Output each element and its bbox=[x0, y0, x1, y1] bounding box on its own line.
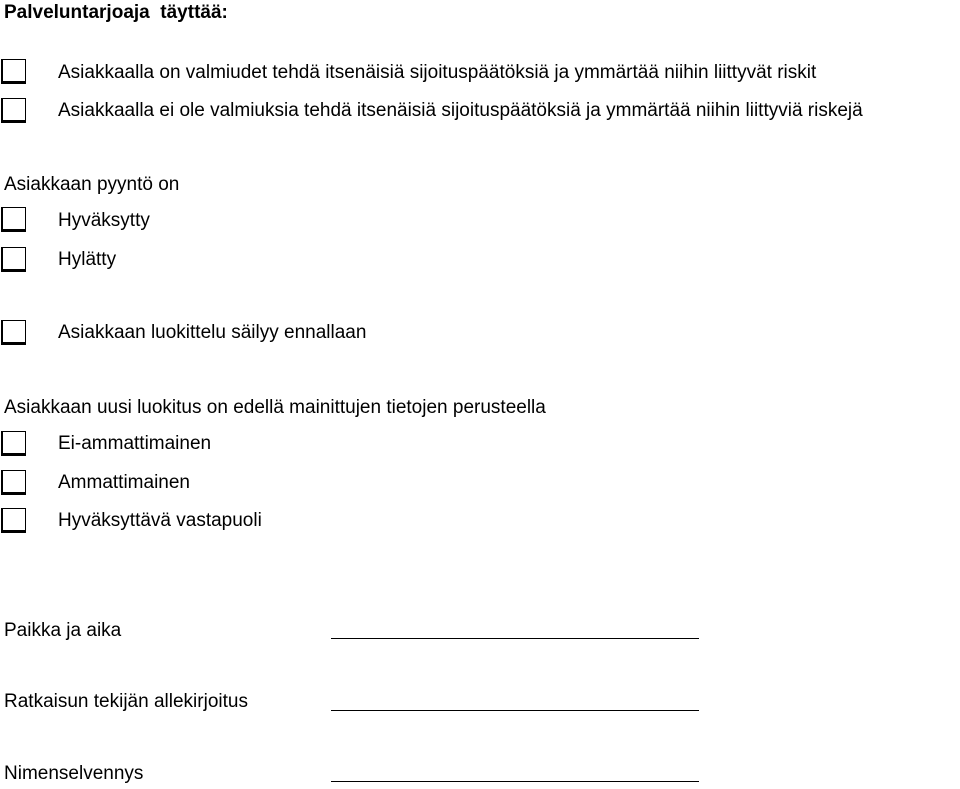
option-rejected-label: Hylätty bbox=[58, 249, 117, 270]
checkbox-rejected[interactable] bbox=[1, 247, 26, 272]
place-time-label: Paikka ja aika bbox=[4, 620, 122, 641]
checkbox-classification-retained[interactable] bbox=[1, 320, 26, 345]
place-time-line[interactable] bbox=[331, 638, 699, 639]
option-has-readiness-label: Asiakkaalla on valmiudet tehdä itsenäisiä sijoituspäätöksiä ja ymmärtää niihin liittyvät riskit bbox=[58, 62, 817, 83]
form-title: Palveluntarjoaja täyttää: bbox=[4, 2, 228, 23]
signer-label: Ratkaisun tekijän allekirjoitus bbox=[4, 691, 248, 712]
signature-line[interactable] bbox=[331, 710, 699, 711]
option-eligible-counterparty-label: Hyväksyttävä vastapuoli bbox=[58, 510, 262, 531]
option-non-professional-label: Ei-ammattimainen bbox=[58, 433, 212, 454]
option-no-readiness-label: Asiakkaalla ei ole valmiuksia tehdä itsenäisiä sijoituspäätöksiä ja ymmärtää niihin liittyviä riskejä bbox=[58, 100, 863, 121]
checkbox-approved[interactable] bbox=[1, 207, 26, 232]
name-clarification-label: Nimenselvennys bbox=[4, 763, 144, 784]
checkbox-non-professional[interactable] bbox=[1, 431, 26, 456]
request-heading: Asiakkaan pyyntö on bbox=[4, 174, 180, 195]
option-professional-label: Ammattimainen bbox=[58, 472, 190, 493]
name-clarification-line[interactable] bbox=[331, 781, 699, 782]
checkbox-has-readiness[interactable] bbox=[1, 59, 26, 84]
option-classification-retained-label: Asiakkaan luokittelu säilyy ennallaan bbox=[58, 322, 367, 343]
checkbox-no-readiness[interactable] bbox=[1, 98, 26, 123]
option-approved-label: Hyväksytty bbox=[58, 210, 150, 231]
checkbox-eligible-counterparty[interactable] bbox=[1, 508, 26, 533]
checkbox-professional[interactable] bbox=[1, 470, 26, 495]
new-classification-heading: Asiakkaan uusi luokitus on edellä mainittujen tietojen perusteella bbox=[4, 397, 546, 418]
